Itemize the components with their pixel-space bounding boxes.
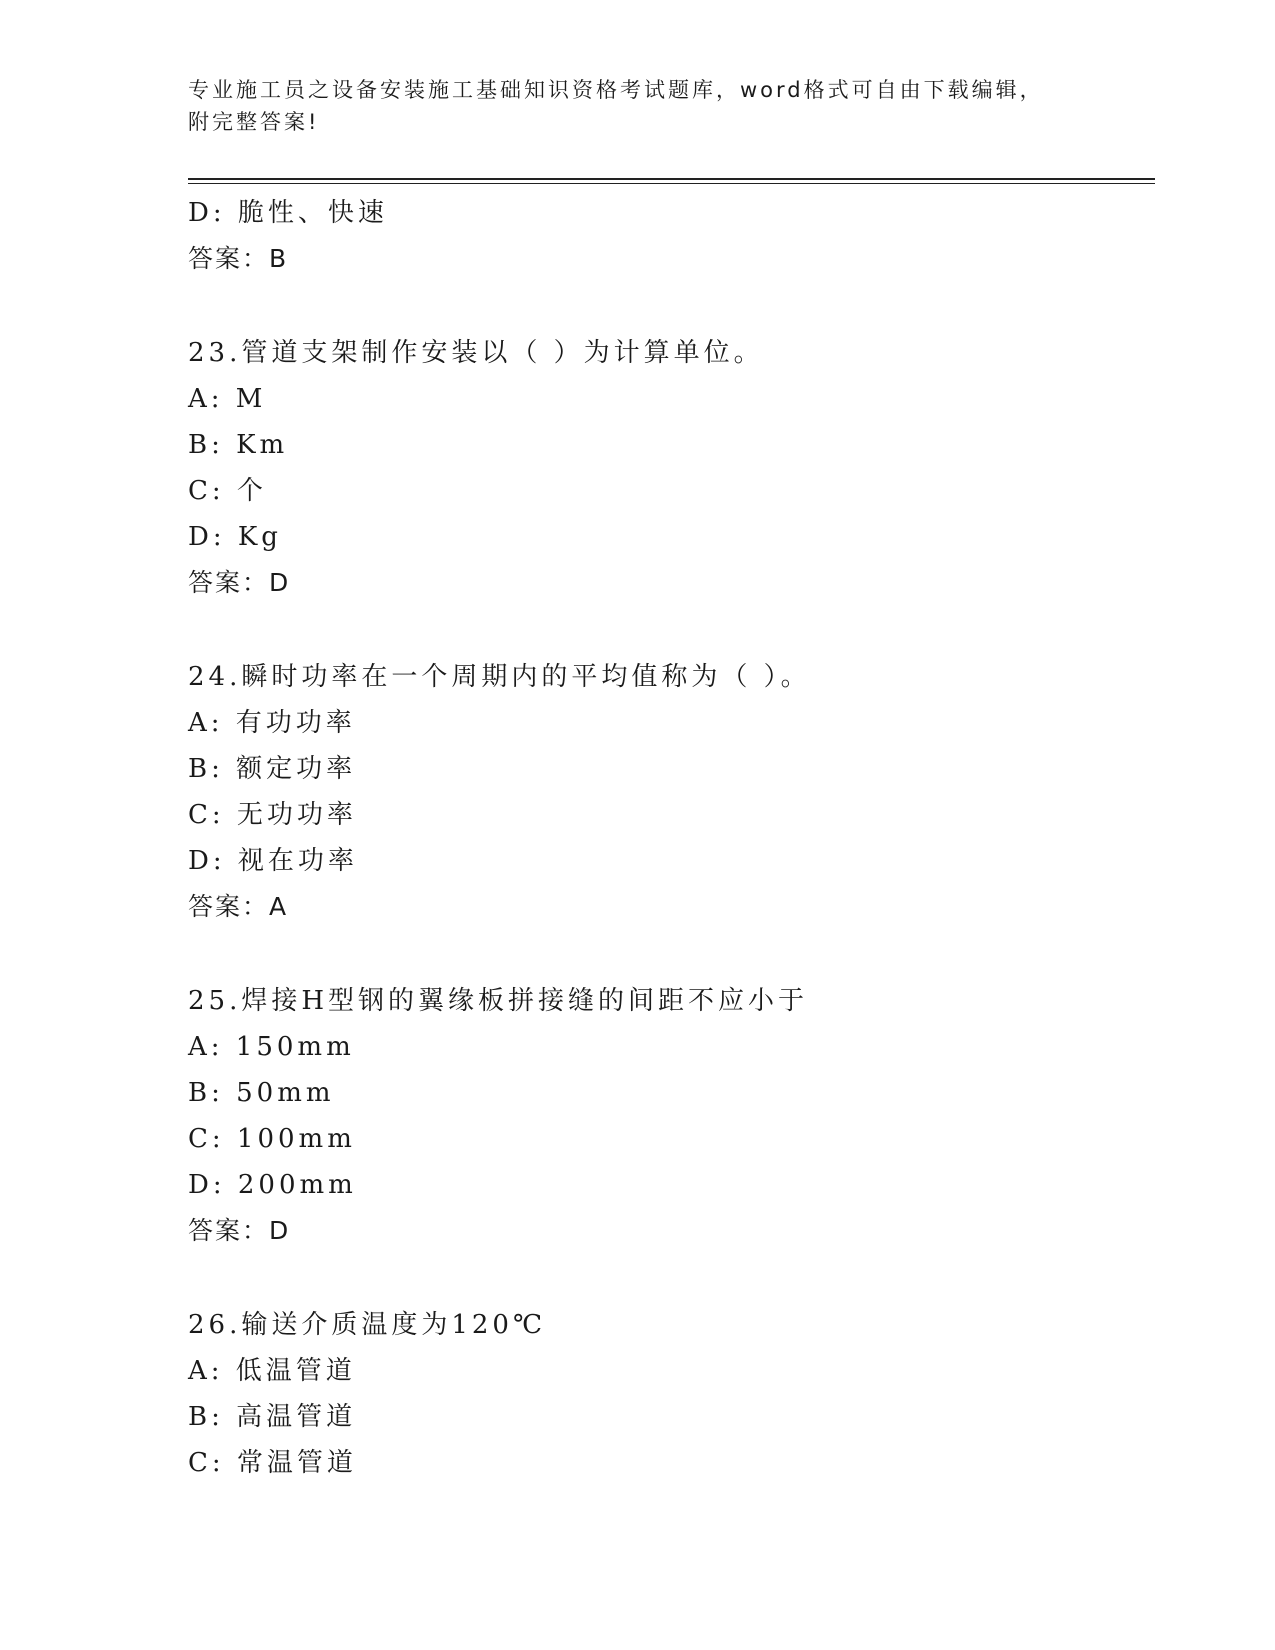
- option-d: D: 视在功率: [188, 846, 358, 876]
- option-b: B: Km: [188, 430, 289, 460]
- option-a: A: M: [188, 384, 267, 414]
- spacer: [188, 282, 1148, 330]
- answer-line: 答案：D: [188, 1216, 291, 1245]
- option-c: C: 个: [188, 476, 267, 506]
- answer-line: 答案：A: [188, 892, 289, 921]
- option-b: B: 额定功率: [188, 754, 357, 784]
- question-25: [188, 978, 1148, 1254]
- spacer: [188, 1254, 1148, 1302]
- option-a: A: 有功功率: [188, 708, 356, 738]
- option-d: D: 200mm: [188, 1170, 357, 1200]
- header-rule-thin: [188, 183, 1155, 184]
- question-24: [188, 654, 1148, 930]
- option-c: C: 常温管道: [188, 1448, 357, 1478]
- question-23: [188, 330, 1148, 606]
- answer-line: 答案：B: [188, 244, 289, 273]
- option-d: D: Kg: [188, 522, 282, 552]
- answer-line: 答案：D: [188, 568, 291, 597]
- option-b: B: 50mm: [188, 1078, 335, 1108]
- question-list: [188, 190, 1148, 1486]
- option-a: A: 150mm: [188, 1032, 355, 1062]
- option-c: C: 无功功率: [188, 800, 357, 830]
- option-b: B: 高温管道: [188, 1402, 357, 1432]
- previous-question-tail: [188, 190, 1148, 282]
- document-header: [188, 74, 1088, 138]
- spacer: [188, 606, 1148, 654]
- question-stem: 23.管道支架制作安装以（ ）为计算单位。: [188, 338, 764, 368]
- question-stem: 26.输送介质温度为120℃: [188, 1310, 547, 1340]
- option-d: D: 脆性、快速: [188, 198, 388, 228]
- option-a: A: 低温管道: [188, 1356, 356, 1386]
- header-line-2: 附完整答案!: [188, 110, 320, 134]
- header-rule-thick: [188, 178, 1155, 180]
- spacer: [188, 930, 1148, 978]
- question-stem: 25.焊接H型钢的翼缘板拼接缝的间距不应小于: [188, 986, 809, 1016]
- question-26: [188, 1302, 1148, 1486]
- question-stem: 24.瞬时功率在一个周期内的平均值称为（ ）。: [188, 662, 811, 692]
- header-line-1: 专业施工员之设备安装施工基础知识资格考试题库，word格式可自由下载编辑，: [188, 78, 1044, 102]
- option-c: C: 100mm: [188, 1124, 356, 1154]
